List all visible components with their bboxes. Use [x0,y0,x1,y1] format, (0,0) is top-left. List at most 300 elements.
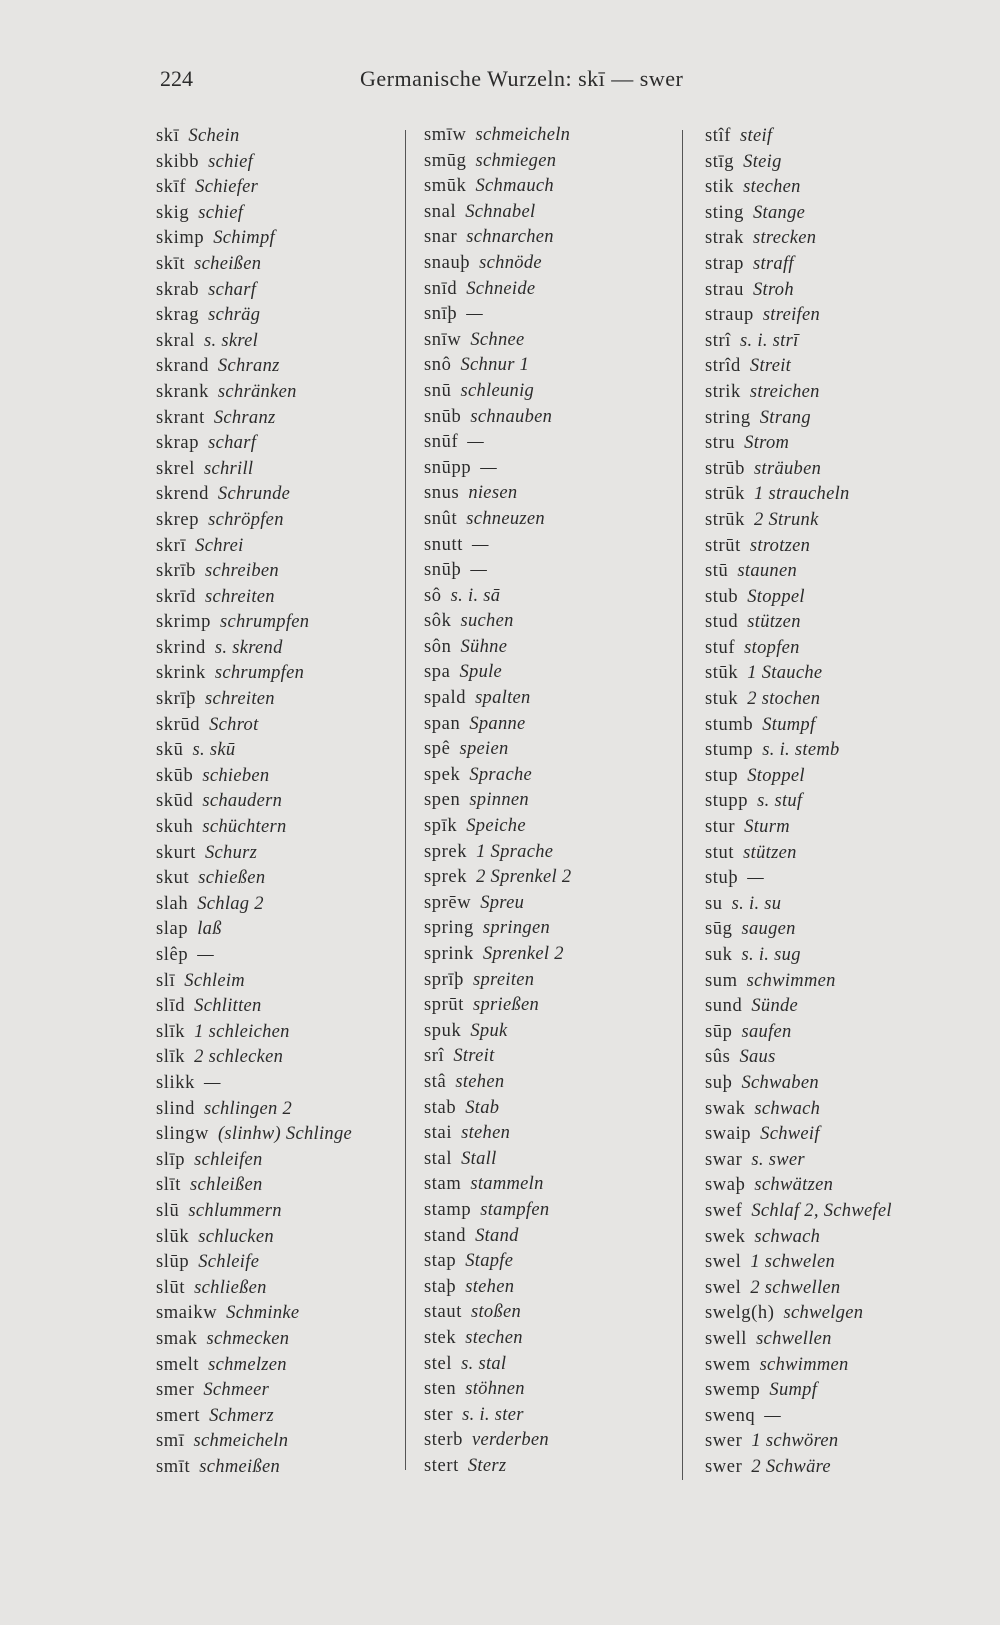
entry-root: skuh [156,817,194,838]
entry-gloss: schrumpfen [220,612,310,633]
entry-root: snūf [424,432,459,453]
entry-root: strūb [705,458,745,479]
entry-root: swek [705,1226,746,1247]
entry-root: sten [424,1379,457,1400]
dictionary-entry [424,968,571,994]
entry-root: slah [156,893,189,914]
dictionary-entry [424,660,571,686]
entry-gloss: Stange [752,202,806,223]
entry-root: slêp [156,945,189,965]
entry-root: stîf [705,126,732,146]
entry-root: swel [705,1277,742,1298]
entry-root: stur [705,817,736,838]
dictionary-entry [424,712,571,738]
entry-gloss: — [466,304,483,325]
entry-gloss: schließen [194,1277,267,1298]
entry-root: slind [156,1098,195,1119]
entry-gloss: schaudern [202,791,283,812]
dictionary-entry [156,329,352,355]
dictionary-entry [705,764,892,790]
entry-gloss: — [203,1072,221,1093]
entry-root: swel [705,1252,742,1273]
entry-root: slūp [156,1252,190,1273]
entry-gloss: schräg [208,305,261,326]
entry-gloss: schmiegen [475,150,557,171]
entry-gloss: streifen [762,305,821,326]
dictionary-entry [156,1404,352,1430]
entry-root: swell [705,1328,748,1349]
column-1 [156,124,352,1480]
entry-gloss: schwelgen [783,1303,864,1324]
dictionary-entry [705,1020,892,1046]
dictionary-entry [156,534,352,560]
dictionary-entry [705,201,892,227]
entry-root: spuk [424,1020,462,1041]
dictionary-entry [705,1378,892,1404]
entry-gloss: s. i. stemb [762,740,840,761]
entry-root: stuþ [705,868,739,889]
dictionary-entry [156,1353,352,1379]
entry-gloss: stechen [465,1327,523,1348]
dictionary-entry [705,1250,892,1276]
dictionary-entry [424,328,571,354]
entry-root: smak [156,1328,198,1349]
dictionary-entry [156,303,352,329]
entry-gloss: Schmeer [203,1380,270,1401]
entry-root: staut [424,1302,462,1323]
entry-root: stut [705,842,735,863]
dictionary-entry [156,201,352,227]
entry-gloss: saufen [741,1021,792,1042]
entry-gloss: schüchtern [202,817,287,838]
entry-root: snutt [424,534,463,555]
entry-gloss: Sumpf [769,1380,818,1401]
dictionary-entry [156,508,352,534]
dictionary-entry [156,175,352,201]
entry-root: stâ [424,1071,447,1092]
dictionary-entry [705,354,892,380]
dictionary-entry [156,1071,352,1097]
entry-root: smer [156,1380,195,1401]
dictionary-entry [705,150,892,176]
entry-root: snū [424,380,452,401]
entry-gloss: schmeicheln [193,1431,289,1452]
entry-root: snīw [424,329,462,350]
entry-root: slū [156,1200,180,1221]
entry-gloss: stehen [455,1071,505,1092]
entry-gloss: Schnur 1 [460,355,530,376]
entry-gloss: schmecken [206,1328,290,1349]
entry-root: skrab [156,279,200,300]
dictionary-entry [705,534,892,560]
entry-gloss: schlingen 2 [203,1098,293,1119]
entry-root: staþ [424,1276,457,1297]
entry-root: skimp [156,228,205,249]
entry-gloss: scharf [208,433,257,454]
dictionary-entry [705,866,892,892]
entry-root: string [705,407,751,428]
entry-root: strap [705,253,744,274]
entry-gloss: 1 schwelen [750,1252,835,1273]
entry-gloss: stehen [461,1123,511,1144]
dictionary-entry [705,738,892,764]
entry-gloss: verderben [471,1430,549,1451]
entry-gloss: Schranz [217,356,280,377]
entry-gloss: — [764,1405,782,1426]
dictionary-entry [424,1224,571,1250]
dictionary-entry [156,1327,352,1353]
entry-gloss: Schurz [205,842,258,863]
entry-root: strî [705,330,732,351]
dictionary-entry [424,405,571,431]
dictionary-entry [156,969,352,995]
entry-root: skibb [156,151,200,172]
entry-root: swemp [705,1380,761,1401]
entry-root: su [705,893,723,914]
page-header [160,66,940,100]
entry-gloss: s. i. sā [450,585,501,606]
entry-gloss: Schimpf [213,228,275,249]
entry-gloss: s. i. sug [741,945,801,965]
entry-gloss: staunen [737,561,798,582]
entry-gloss: Schnabel [465,201,536,222]
dictionary-entry [156,380,352,406]
dictionary-entry [156,585,352,611]
dictionary-entry [156,1020,352,1046]
entry-gloss: Schmerz [209,1405,274,1426]
entry-gloss: Schwaben [741,1072,819,1093]
entry-root: stuf [705,637,736,658]
dictionary-entry [156,764,352,790]
dictionary-entry [156,1378,352,1404]
entry-root: smert [156,1405,201,1426]
entry-gloss: schmeißen [199,1456,281,1477]
entry-root: strîd [705,356,741,377]
entry-gloss: schwach [754,1226,821,1247]
dictionary-entry [705,1097,892,1123]
dictionary-entry [424,1275,571,1301]
entry-root: swenq [705,1405,756,1426]
entry-gloss: 1 schwören [751,1431,839,1452]
dictionary-entry [424,149,571,175]
dictionary-entry [424,814,571,840]
entry-gloss: Schlag 2 [197,893,264,914]
entry-root: strūk [705,484,745,505]
dictionary-entry [156,866,352,892]
dictionary-entry [156,559,352,585]
entry-root: sūg [705,919,733,940]
entry-root: snūpp [424,457,472,478]
entry-root: snīþ [424,304,458,325]
dictionary-entry [705,482,892,508]
entry-gloss: schneuzen [466,508,545,529]
entry-gloss: stoßen [470,1302,522,1323]
entry-root: smaikw [156,1303,218,1324]
entry-root: snīd [424,278,458,299]
entry-root: swar [705,1149,743,1170]
dictionary-entry [705,969,892,995]
entry-root: suk [705,945,733,965]
entry-gloss: Schrunde [217,484,291,505]
entry-gloss: Sühne [460,636,508,657]
entry-gloss: — [747,868,764,889]
dictionary-entry [424,200,571,226]
dictionary-entry [705,1455,892,1481]
entry-root: swer [705,1456,743,1477]
entry-gloss: strecken [752,228,817,249]
entry-gloss: Schranz [213,407,276,428]
entry-root: straup [705,305,754,326]
dictionary-entry [424,1121,571,1147]
entry-gloss: speien [459,739,509,760]
dictionary-entry [424,1454,571,1480]
entry-gloss: Stoppel [747,765,805,786]
entry-root: snar [424,227,458,248]
dictionary-entry [705,559,892,585]
entry-root: skut [156,868,190,889]
entry-root: sprink [424,944,474,964]
entry-gloss: s. stuf [757,791,803,812]
dictionary-entry [424,993,571,1019]
entry-gloss: schwimmen [746,970,836,991]
entry-gloss: Streit [453,1046,495,1067]
dictionary-entry [705,1276,892,1302]
dictionary-entry [156,1173,352,1199]
entry-root: snūb [424,406,462,427]
entry-gloss: schwellen [756,1328,832,1349]
entry-root: snal [424,201,457,222]
entry-gloss: stöhnen [465,1379,525,1400]
entry-gloss: strotzen [749,535,811,556]
dictionary-entry [424,1096,571,1122]
entry-gloss: — [471,534,489,555]
entry-gloss: stützen [743,842,797,863]
dictionary-entry [424,1352,571,1378]
dictionary-entry [705,1429,892,1455]
entry-gloss: Schleim [184,970,245,991]
dictionary-entry [424,558,571,584]
entry-root: suþ [705,1072,733,1093]
entry-root: skig [156,202,190,223]
entry-gloss: schreiben [205,561,279,582]
dictionary-entry [156,1301,352,1327]
entry-root: stīg [705,151,735,172]
dictionary-entry [424,1198,571,1224]
dictionary-entry [424,916,571,942]
entry-root: swer [705,1431,743,1452]
entry-gloss: Schlaf 2, Schwefel [751,1200,892,1221]
entry-gloss: s. skū [192,740,236,761]
column-divider [405,130,406,1470]
dictionary-entry [424,123,571,149]
entry-gloss: schwätzen [754,1175,834,1196]
dictionary-entry [156,1276,352,1302]
entry-gloss: — [480,457,497,478]
entry-root: strik [705,381,741,402]
entry-gloss: schief [208,151,254,172]
entry-gloss: s. i. strī [740,330,799,351]
dictionary-entry [705,1301,892,1327]
dictionary-entry [424,1019,571,1045]
dictionary-entry [705,278,892,304]
entry-gloss: Strom [744,433,790,454]
entry-root: sôn [424,636,452,657]
entry-gloss: steif [740,126,773,146]
entry-gloss: Stab [465,1097,500,1118]
entry-root: stub [705,586,739,607]
entry-root: slikk [156,1072,195,1093]
dictionary-entry [156,1122,352,1148]
dictionary-entry [424,1403,571,1429]
entry-root: spek [424,764,461,785]
entry-gloss: schlucken [198,1226,274,1247]
entry-gloss: Schneide [466,278,536,299]
entry-root: skrimp [156,612,211,633]
entry-gloss: 2 schwellen [750,1277,841,1298]
dictionary-entry [705,380,892,406]
dictionary-entry [424,507,571,533]
dictionary-entry [705,1122,892,1148]
entry-gloss: Speiche [466,816,526,837]
dictionary-entry [705,585,892,611]
entry-root: sprūt [424,995,464,1016]
entry-root: stru [705,433,736,454]
entry-root: snô [424,355,452,376]
entry-gloss: laß [197,919,222,940]
entry-gloss: schwimmen [759,1354,849,1375]
entry-gloss: s. i. ster [462,1404,524,1425]
entry-gloss: — [197,945,214,965]
entry-root: skrind [156,637,206,658]
entry-root: swef [705,1200,743,1221]
entry-gloss: schmeicheln [475,125,571,145]
dictionary-entry [156,1148,352,1174]
entry-root: stik [705,177,735,198]
entry-gloss: stammeln [470,1174,544,1195]
entry-root: sum [705,970,738,991]
entry-gloss: Stapfe [465,1251,514,1272]
dictionary-entry [424,891,571,917]
entry-root: sterb [424,1430,463,1451]
entry-gloss: 1 Stauche [747,663,823,684]
entry-gloss: sträuben [754,458,822,479]
dictionary-entry [156,406,352,432]
entry-root: slingw [156,1124,209,1145]
entry-gloss: — [467,432,485,453]
column-3 [705,124,892,1480]
dictionary-entry [705,406,892,432]
entry-gloss: Sturm [744,817,790,838]
dictionary-entry [424,1147,571,1173]
dictionary-entry [424,763,571,789]
entry-gloss: schief [198,202,244,223]
dictionary-entry [156,841,352,867]
entry-gloss: Schleife [198,1252,260,1273]
entry-root: skūd [156,791,194,812]
dictionary-entry [705,303,892,329]
entry-root: sprek [424,841,468,862]
entry-gloss: stehen [465,1276,515,1297]
entry-gloss: 1 straucheln [754,484,850,505]
dictionary-entry [705,892,892,918]
entry-gloss: schleißen [190,1175,263,1196]
dictionary-entry [424,635,571,661]
dictionary-entry [424,609,571,635]
entry-root: stump [705,740,754,761]
entry-gloss: s. i. su [731,893,782,914]
dictionary-entry [156,124,352,150]
entry-root: snūþ [424,560,462,581]
entry-root: stel [424,1353,453,1374]
dictionary-entry [156,738,352,764]
dictionary-entry [705,1045,892,1071]
entry-gloss: Sprenkel 2 [482,944,564,964]
entry-gloss: Spule [459,662,503,683]
entry-root: skrant [156,407,205,428]
dictionary-entry [705,431,892,457]
entry-root: skrūd [156,714,201,735]
entry-gloss: schießen [198,868,266,889]
entry-gloss: Stroh [752,279,794,300]
dictionary-entry [156,1455,352,1481]
dictionary-entry [424,251,571,277]
entry-root: skrīb [156,561,196,582]
entry-gloss: niesen [468,483,518,504]
dictionary-entry [424,584,571,610]
entry-root: snût [424,508,458,529]
entry-gloss: Sprache [469,764,533,785]
entry-root: stap [424,1251,457,1272]
entry-gloss: schlummern [188,1200,282,1221]
entry-root: strau [705,279,744,300]
dictionary-entry [705,252,892,278]
dictionary-entry [705,1071,892,1097]
entry-gloss: schleifen [194,1149,263,1170]
entry-root: skrī [156,535,187,556]
entry-gloss: schrumpfen [214,663,305,684]
entry-gloss: Schlitten [194,996,262,1017]
entry-gloss: schleunig [460,380,535,401]
dictionary-entry [705,1327,892,1353]
entry-root: srî [424,1046,445,1067]
entry-root: sprēw [424,892,472,913]
dictionary-entry [424,1300,571,1326]
dictionary-entry [705,815,892,841]
entry-root: slīt [156,1175,182,1196]
dictionary-entry [156,1199,352,1225]
dictionary-entry [156,1225,352,1251]
entry-root: skrīþ [156,689,196,710]
entry-root: skrag [156,305,200,326]
dictionary-entry [705,1404,892,1430]
entry-root: sprek [424,867,468,888]
dictionary-entry [156,815,352,841]
dictionary-entry [705,661,892,687]
entry-root: spīk [424,816,458,837]
entry-gloss: Schiefer [195,177,259,198]
entry-gloss: Stall [461,1148,497,1169]
entry-gloss: Stumpf [762,714,816,735]
entry-root: sprīþ [424,969,464,990]
entry-root: sô [424,585,442,606]
entry-root: skūb [156,765,194,786]
entry-gloss: Stand [475,1225,519,1246]
dictionary-entry [705,1148,892,1174]
entry-gloss: s. stal [461,1353,507,1374]
dictionary-entry [705,943,892,969]
entry-root: stup [705,765,739,786]
dictionary-entry [424,686,571,712]
